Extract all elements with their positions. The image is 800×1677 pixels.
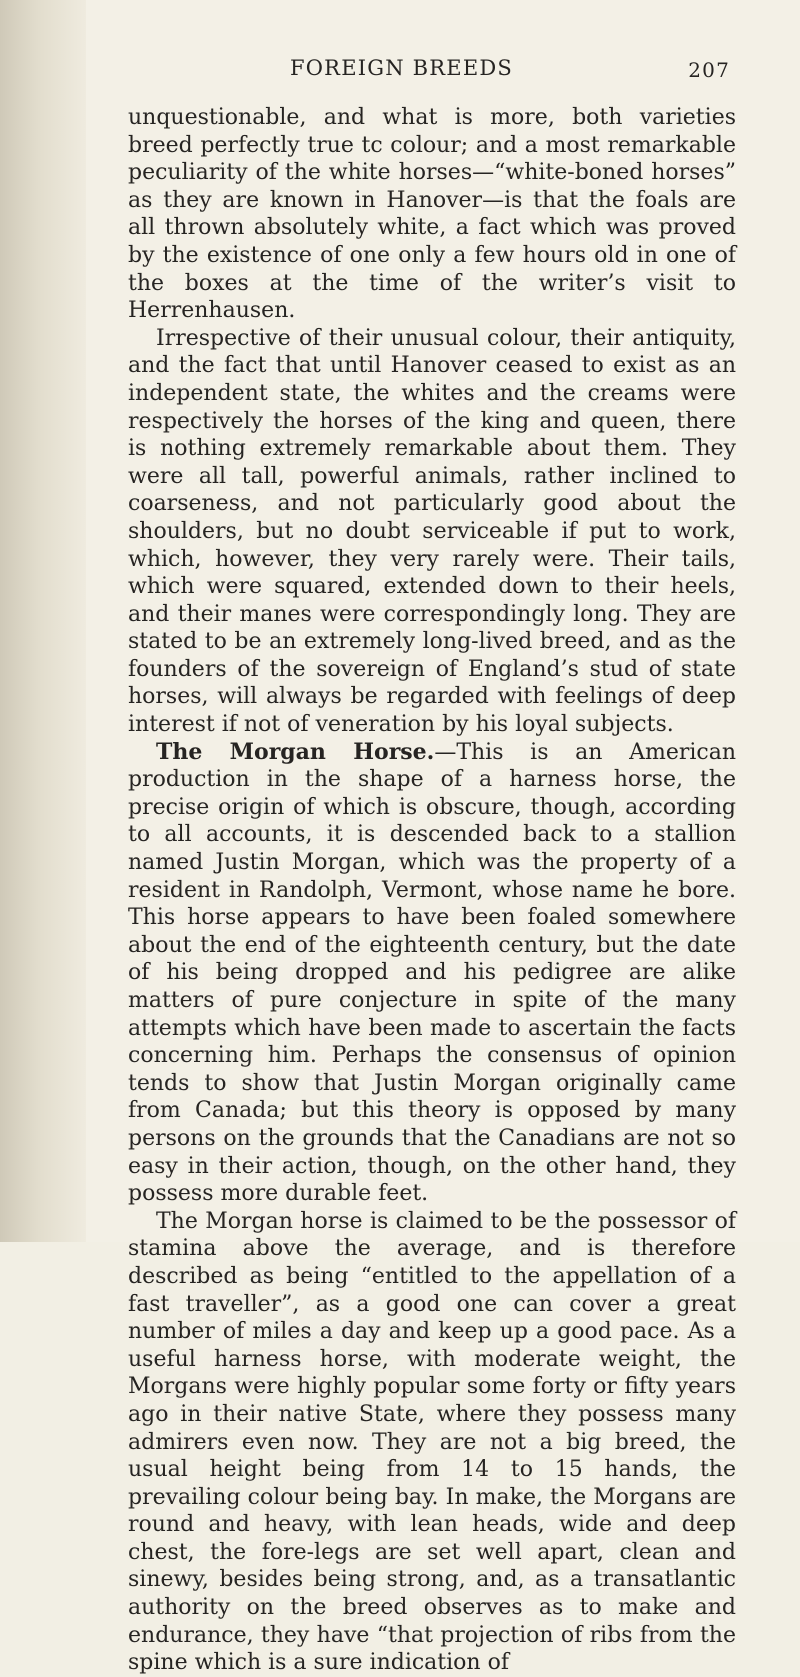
body-text	[128, 104, 736, 1677]
page-number: 207	[688, 58, 730, 82]
paragraph-1	[128, 104, 736, 325]
paragraph-1-text: unquestionable, and what is more, both varieties breed perfectly true tc colour; and a most remarkable peculiarity of the white horses—“white-boned horses” as they are known in Hanover—is that the foals are all thrown absolutely white, a fact which was proved by the existence of one only a few hours old in one of the boxes at the time of the writer’s visit to Herrenhausen.	[128, 105, 736, 324]
page-gutter-shadow	[0, 0, 86, 1242]
paragraph-2	[128, 325, 736, 739]
paragraph-2-text: Irrespective of their unusual colour, their antiquity, and the fact that until Hanover ceased to exist as an independent state, the whites and the creams were respectively the horses of the king and queen, there is nothing extremely remarkable about them. They were all tall, powerful animals, rather inclined to coarseness, and not particularly good about the shoulders, but no doubt serviceable if put to work, which, however, they very rarely were. Their tails, which were squared, extended down to their heels, and their manes were correspondingly long. They are stated to be an extremely long-lived breed, and as the founders of the sovereign of England’s stud of state horses, will always be regarded with feelings of deep interest if not of veneration by his loyal subjects.	[128, 325, 736, 738]
paragraph-4	[128, 1208, 736, 1677]
running-title: FOREIGN BREEDS	[290, 56, 513, 80]
paragraph-3	[128, 739, 736, 1208]
paragraph-3-text: —This is an American production in the shape of a harness horse, the precise origin of which is obscure, though, according to all accounts, it is descended back to a stallion named Justin Morgan, which was the property of a resident in Randolph, Vermont, whose name he bore. This horse appears to have been foaled somewhere about the end of the eighteenth century, but the date of his being dropped and his pedigree are alike matters of pure conjecture in spite of the many attempts which have been made to ascertain the facts concerning him. Perhaps the consensus of opinion tends to show that Justin Morgan originally came from Canada; but this theory is opposed by many persons on the grounds that the Canadians are not so easy in their action, though, on the other hand, they possess more durable feet.	[128, 739, 736, 1207]
running-head	[290, 56, 730, 86]
paragraph-4-text: The Morgan horse is claimed to be the possessor of stamina above the average, and is therefore described as being “entitled to the appellation of a fast traveller”, as a good one can cover a great number of miles a day and keep up a good pace. As a useful harness horse, with moderate weight, the Morgans were highly popular some forty or fifty years ago in their native State, where they possess many admirers even now. They are not a big breed, the usual height being from 14 to 15 hands, the prevailing colour being bay. In make, the Morgans are round and heavy, with lean heads, wide and deep chest, the fore-legs are set well apart, clean and sinewy, besides being strong, and, as a transatlantic authority on the breed observes as to make and endurance, they have “that projection of ribs from the spine which is a sure indication of	[128, 1208, 736, 1676]
section-heading-morgan-horse: The Morgan Horse.	[156, 738, 435, 765]
